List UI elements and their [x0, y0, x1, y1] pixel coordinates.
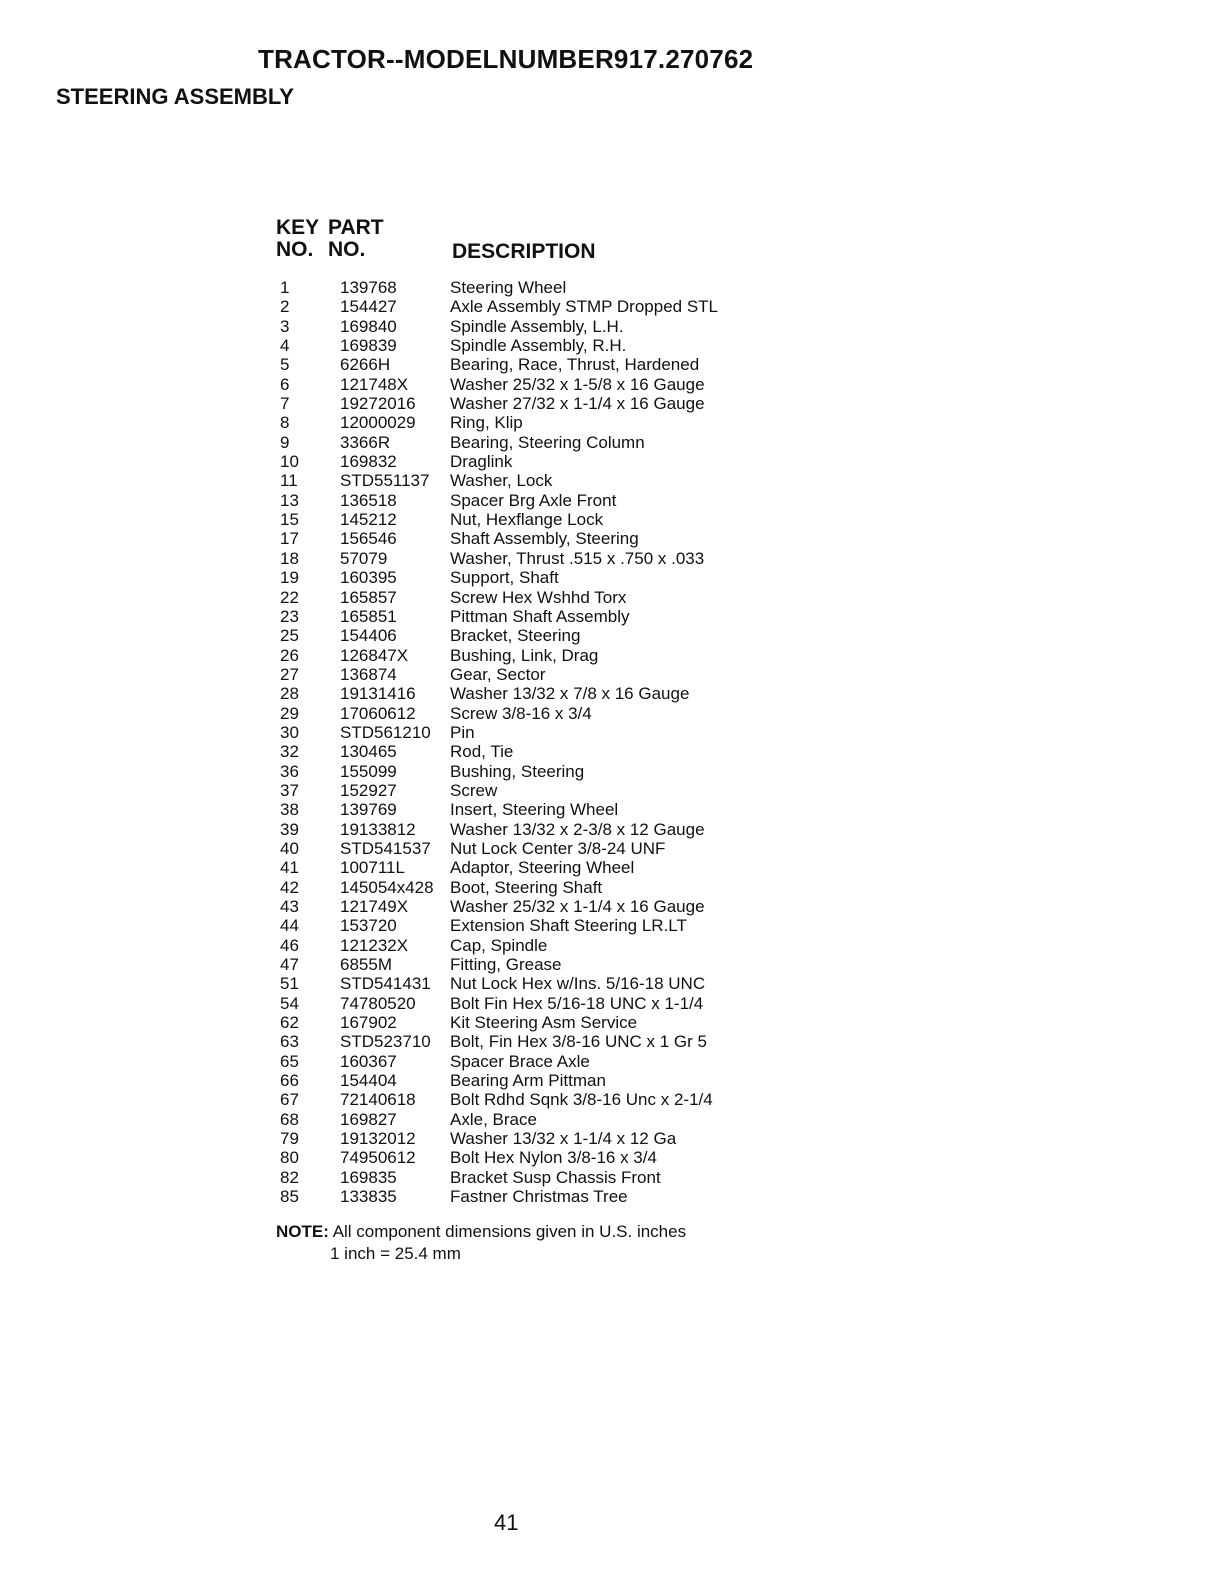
part-no-cell: 72140618 [340, 1090, 416, 1110]
key-no-cell: 85 [280, 1187, 299, 1207]
part-no-cell: 126847X [340, 645, 409, 665]
part-no-cell: 160367 [340, 1051, 397, 1071]
part-header-line2: NO. [328, 238, 366, 261]
description-cell: Screw Hex Wshhd Torx [450, 587, 627, 607]
page-number: 41 [494, 1510, 519, 1535]
part-no-cell: 169827 [340, 1109, 397, 1129]
key-no-cell: 22 [280, 587, 299, 607]
part-no-cell: 121232X [340, 935, 409, 955]
key-no-cell: 26 [280, 645, 299, 665]
part-no-cell: 154404 [340, 1071, 397, 1091]
key-no-cell: 2 [280, 297, 290, 317]
part-no-cell: 6855M [340, 955, 392, 975]
key-no-cell: 5 [280, 355, 290, 375]
part-no-cell: 154427 [340, 297, 397, 317]
part-no-cell: 139768 [340, 278, 397, 297]
part-no-cell: 19132012 [340, 1129, 416, 1149]
key-no-cell: 23 [280, 606, 299, 626]
part-no-cell: 169835 [340, 1167, 397, 1187]
key-no-cell: 51 [280, 974, 299, 994]
description-cell: Axle, Brace [450, 1109, 537, 1129]
part-no-cell: 19131416 [340, 684, 416, 704]
key-no-cell: 25 [280, 626, 299, 646]
key-no-cell: 79 [280, 1129, 299, 1149]
key-no-cell: 47 [280, 955, 299, 975]
description-cell: Bearing, Race, Thrust, Hardened [450, 355, 700, 375]
part-no-cell: 6266H [340, 355, 391, 375]
part-no-cell: 17060612 [340, 703, 416, 723]
key-no-cell: 15 [280, 510, 299, 530]
part-no-cell: 145054x428 [340, 877, 434, 897]
description-cell: Washer 13/32 x 2-3/8 x 12 Gauge [450, 819, 705, 839]
key-no-cell: 9 [280, 432, 290, 452]
part-no-cell: 139769 [340, 800, 397, 820]
description-cell: Screw [450, 780, 498, 800]
description-cell: Bracket, Steering [450, 626, 581, 646]
description-cell: Rod, Tie [450, 742, 514, 762]
key-no-cell: 42 [280, 877, 299, 897]
note [276, 1222, 686, 1242]
key-no-cell: 6 [280, 374, 290, 394]
part-no-cell: 3366R [340, 432, 391, 452]
part-no-cell: 153720 [340, 916, 397, 936]
part-no-cell: STD523710 [340, 1032, 431, 1052]
note-label: NOTE: [276, 1222, 329, 1241]
description-cell: Pin [450, 722, 475, 742]
key-no-cell: 44 [280, 916, 299, 936]
key-no-cell: 19 [280, 568, 299, 588]
part-no-cell: 165857 [340, 587, 397, 607]
description-cell: Washer 13/32 x 7/8 x 16 Gauge [450, 684, 690, 704]
part-no-cell: 160395 [340, 568, 397, 588]
part-no-cell: 136518 [340, 490, 397, 510]
part-no-cell: 167902 [340, 1013, 397, 1033]
description-cell: Spindle Assembly, L.H. [450, 316, 624, 336]
key-header-line1: KEY [276, 216, 320, 239]
description-cell: Extension Shaft Steering LR.LT [450, 916, 687, 936]
key-no-cell: 28 [280, 684, 299, 704]
part-no-cell: 133835 [340, 1187, 397, 1207]
part-no-cell: STD541537 [340, 838, 431, 858]
part-no-cell: STD561210 [340, 722, 431, 742]
description-cell: Spindle Assembly, R.H. [450, 336, 627, 356]
part-no-cell: 169839 [340, 336, 397, 356]
key-no-cell: 4 [280, 336, 290, 356]
part-no-cell: 154406 [340, 626, 397, 646]
key-no-cell: 7 [280, 394, 290, 414]
description-cell: Bracket Susp Chassis Front [450, 1167, 661, 1187]
description-cell: Bushing, Steering [450, 761, 585, 781]
description-cell: Spacer Brace Axle [450, 1051, 590, 1071]
description-cell: Bolt Rdhd Sqnk 3/8-16 Unc x 2-1/4 [450, 1090, 713, 1110]
key-no-cell: 46 [280, 935, 299, 955]
key-no-cell: 65 [280, 1051, 299, 1071]
key-no-cell: 39 [280, 819, 299, 839]
description-cell: Bolt Fin Hex 5/16-18 UNC x 1-1/4 [450, 993, 704, 1013]
key-no-cell: 40 [280, 838, 299, 858]
key-no-cell: 82 [280, 1167, 299, 1187]
key-no-cell: 11 [280, 471, 298, 491]
part-no-cell: 165851 [340, 606, 397, 626]
key-no-cell: 30 [280, 722, 299, 742]
description-cell: Bushing, Link, Drag [450, 645, 599, 665]
description-cell: Boot, Steering Shaft [450, 877, 603, 897]
key-no-cell: 54 [280, 993, 299, 1013]
key-no-cell: 1 [280, 278, 290, 297]
key-no-cell: 17 [280, 529, 299, 549]
description-cell: Washer 13/32 x 1-1/4 x 12 Ga [450, 1129, 677, 1149]
part-no-cell: 74950612 [340, 1148, 416, 1168]
description-cell: Washer, Thrust .515 x .750 x .033 [450, 548, 705, 568]
key-no-cell: 37 [280, 780, 299, 800]
description-cell: Spacer Brg Axle Front [450, 490, 617, 510]
description-cell: Bearing Arm Pittman [450, 1071, 606, 1091]
part-no-cell: 145212 [340, 510, 397, 530]
description-cell: Draglink [450, 452, 513, 472]
document-title: TRACTOR--MODELNUMBER917.270762 [258, 44, 754, 74]
description-cell: Insert, Steering Wheel [450, 800, 619, 820]
part-no-cell: 130465 [340, 742, 397, 762]
description-cell: Bolt, Fin Hex 3/8-16 UNC x 1 Gr 5 [450, 1032, 707, 1052]
part-header-line1: PART [328, 216, 384, 239]
part-no-cell: 136874 [340, 664, 397, 684]
description-header: DESCRIPTION [452, 240, 596, 263]
description-cell: Washer 25/32 x 1-5/8 x 16 Gauge [450, 374, 705, 394]
description-cell: Washer 25/32 x 1-1/4 x 16 Gauge [450, 897, 705, 916]
description-cell: Bolt Hex Nylon 3/8-16 x 3/4 [450, 1148, 657, 1168]
key-no-cell: 66 [280, 1071, 299, 1091]
description-cell: Cap, Spindle [450, 935, 548, 955]
part-no-cell: 100711L [340, 858, 405, 878]
key-no-cell: 10 [280, 452, 299, 472]
part-no-cell: 152927 [340, 780, 397, 800]
key-no-cell: 3 [280, 316, 290, 336]
description-cell: Gear, Sector [450, 664, 546, 684]
part-no-cell: 57079 [340, 548, 388, 568]
key-no-cell: 67 [280, 1090, 299, 1110]
key-no-cell: 68 [280, 1109, 299, 1129]
key-no-cell: 63 [280, 1032, 299, 1052]
part-no-cell: 74780520 [340, 993, 416, 1013]
key-no-cell: 18 [280, 548, 299, 568]
description-cell: Kit Steering Asm Service [450, 1013, 638, 1033]
key-no-cell: 41 [280, 858, 299, 878]
key-no-cell: 29 [280, 703, 299, 723]
note-conversion: 1 inch = 25.4 mm [330, 1244, 461, 1263]
part-no-cell: 19272016 [340, 394, 416, 414]
key-no-cell: 80 [280, 1148, 299, 1168]
key-no-cell: 38 [280, 800, 299, 820]
description-cell: Nut, Hexflange Lock [450, 510, 604, 530]
key-no-cell: 43 [280, 897, 299, 916]
description-cell: Adaptor, Steering Wheel [450, 858, 635, 878]
description-cell: Washer 27/32 x 1-1/4 x 16 Gauge [450, 394, 705, 414]
description-cell: Bearing, Steering Column [450, 432, 645, 452]
description-cell: Pittman Shaft Assembly [450, 606, 630, 626]
description-cell: Washer, Lock [450, 471, 553, 491]
description-cell: Screw 3/8-16 x 3/4 [450, 703, 592, 723]
part-no-cell: 169832 [340, 452, 397, 472]
key-no-cell: 13 [280, 490, 299, 510]
part-no-cell: 121749X [340, 897, 409, 916]
description-cell: Axle Assembly STMP Dropped STL [450, 297, 719, 317]
description-cell: Ring, Klip [450, 413, 523, 433]
description-cell: Fastner Christmas Tree [450, 1187, 628, 1207]
part-no-cell: 12000029 [340, 413, 416, 433]
part-no-cell: 121748X [340, 374, 409, 394]
key-no-cell: 27 [280, 664, 299, 684]
part-no-cell: 169840 [340, 316, 397, 336]
note-text: All component dimensions given in U.S. inches [332, 1222, 687, 1241]
description-cell: Fitting, Grease [450, 955, 562, 975]
description-cell: Nut Lock Hex w/Ins. 5/16-18 UNC [450, 974, 706, 994]
description-cell: Nut Lock Center 3/8-24 UNF [450, 838, 666, 858]
key-no-cell: 32 [280, 742, 299, 762]
key-no-cell: 8 [280, 413, 290, 433]
description-cell: Steering Wheel [450, 278, 567, 297]
part-no-cell: STD541431 [340, 974, 431, 994]
part-no-cell: STD551137 [340, 471, 430, 491]
part-no-cell: 156546 [340, 529, 397, 549]
part-no-cell: 155099 [340, 761, 397, 781]
part-no-cell: 19133812 [340, 819, 416, 839]
section-title: STEERING ASSEMBLY [56, 84, 294, 109]
description-cell: Shaft Assembly, Steering [450, 529, 639, 549]
description-cell: Support, Shaft [450, 568, 559, 588]
key-no-cell: 36 [280, 761, 299, 781]
key-no-cell: 62 [280, 1013, 299, 1033]
key-header-line2: NO. [276, 238, 314, 261]
